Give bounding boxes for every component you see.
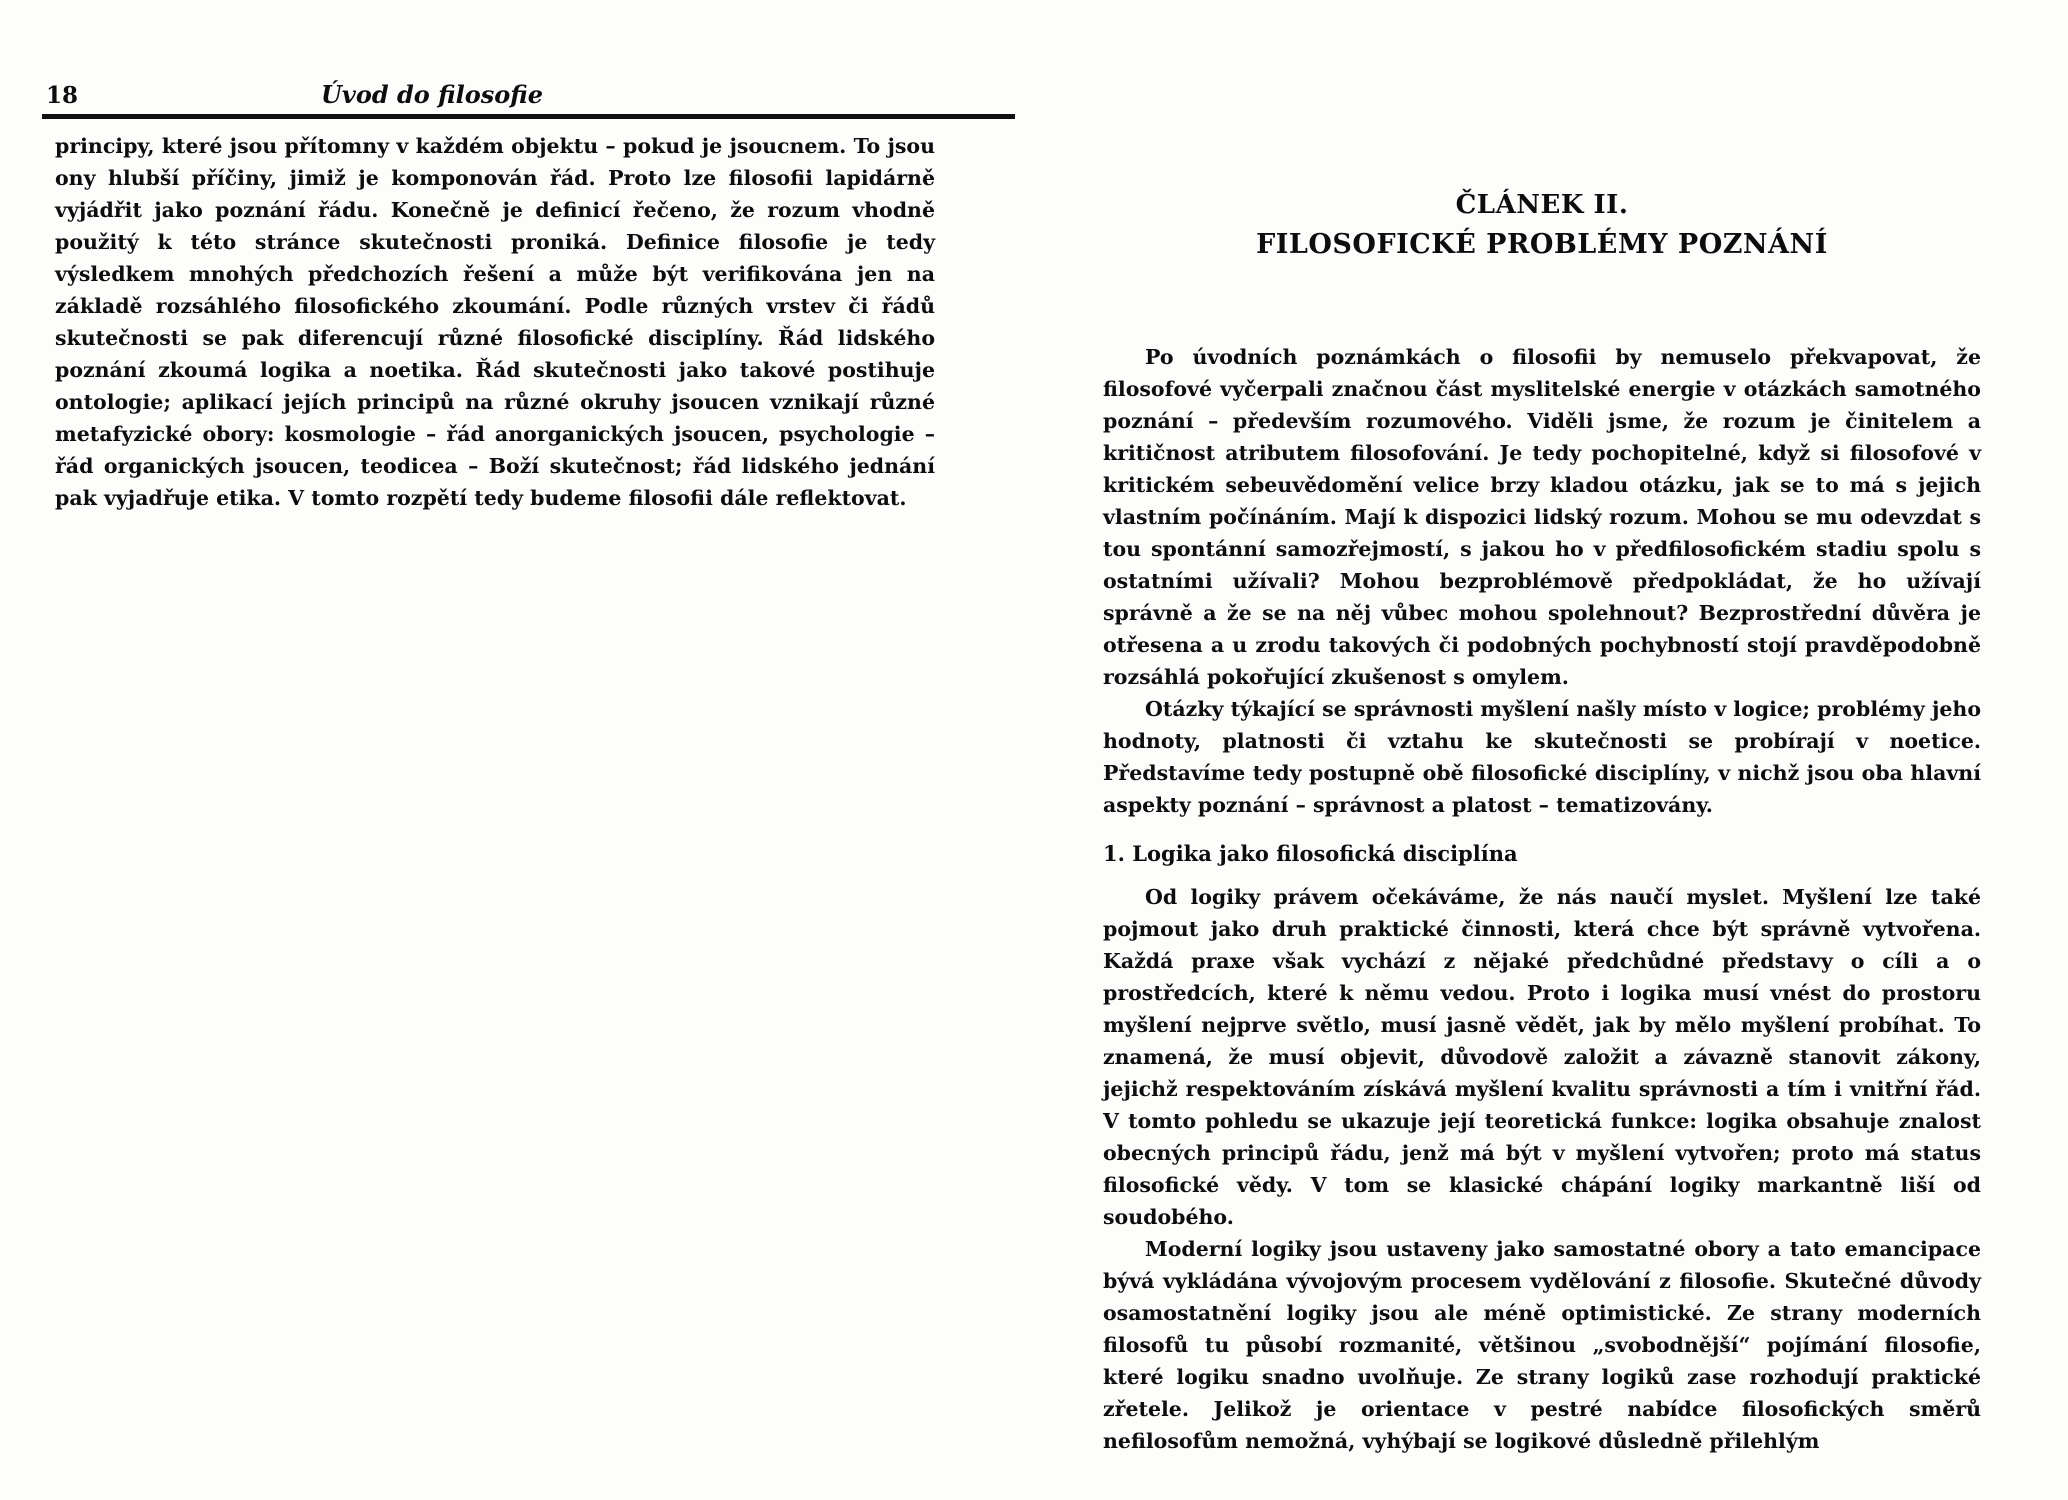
article-heading-line1: ČLÁNEK II. (1455, 190, 1629, 220)
intro-paragraph: Po úvodních poznámkách o filosofii by nemuselo překvapovat, že filosofové vyčerpali značnou část myslitelské energie v otázkách samotného poznání – především rozumového. Viděli jsme, že rozum je činitelem a kritičnost atributem filosofování. Je tedy pochopitelné, když si filosofové v kritickém sebeuvědomění velice brzy kladou otázku, jak se to má s jejich vlastním počínáním. Mají k dispozici lidský rozum. Mohou se mu odevzdat s tou spontánní samozřejmostí, s jakou ho v předfilosofickém stadiu spolu s ostatními užívali? Mohou bezproblémově předpokládat, že ho užívají správně a že se na něj vůbec mohou spolehnout? Bezprostřední důvěra je otřesena a u zrodu takových či podobných pochybností stojí pravděpodobně rozsáhlá pokořující zkušenost s omylem. (1103, 345, 1981, 689)
section-paragraph: Od logiky právem očekáváme, že nás naučí myslet. Myšlení lze také pojmout jako druh praktické činnosti, která chce být správně vytvořena. Každá praxe však vychází z nějaké předchůdné představy o cíli a o prostředcích, které k němu vedou. Proto i logika musí vnést do prostoru myšlení nejprve světlo, musí jasně vědět, jak by mělo myšlení probíhat. To znamená, že musí objevit, důvodově založit a závazně stanovit zákony, jejichž respektováním získává myšlení kvalitu správnosti a tím i vnitřní řád. V tomto pohledu se ukazuje její teoretická funkce: logika obsahuje znalost obecných principů řádu, jenž má být v myšlení vytvořen; proto má status filosofické vědy. V tom se klasické chápání logiky markantně liší od soudobého. (1103, 885, 1981, 1229)
running-title: Úvod do filosofie (321, 80, 543, 109)
page-number: 18 (46, 82, 79, 109)
right-page-body (1103, 341, 1981, 1457)
header-rule (42, 114, 1015, 119)
article-heading-line2: FILOSOFICKÉ PROBLÉMY POZNÁNÍ (1256, 229, 1828, 260)
intro-paragraph: Otázky týkající se správnosti myšlení našly místo v logice; problémy jeho hodnoty, platnosti či vztahu ke skutečnosti se probírají v noetice. Představíme tedy postupně obě filosofické disciplíny, v nichž jsou oba hlavní aspekty poznání – správnost a platost – tematizovány. (1103, 697, 1981, 817)
left-page-paragraph: principy, které jsou přítomny v každém objektu – pokud je jsoucnem. To jsou ony hlubší příčiny, jimiž je komponován řád. Proto lze filosofii lapidárně vyjádřit jako poznání řádu. Konečně je definicí řečeno, že rozum vhodně použitý k této stránce skutečnosti proniká. Definice filosofie je tedy výsledkem mnohých předchozích řešení a může být verifikována jen na základě rozsáhlého filosofického zkoumání. Podle různých vrstev či řádů skutečnosti se pak diferencují různé filosofické disciplíny. Řád lidského poznání zkoumá logika a noetika. Řád skutečnosti jako takové postihuje ontologie; aplikací jejích principů na různé okruhy jsoucen vznikají různé metafyzické obory: kosmologie – řád anorganických jsoucen, psychologie – řád organických jsoucen, teodicea – Boží skutečnost; řád lidského jednání pak vyjadřuje etika. V tomto rozpětí tedy budeme filosofii dále reflektovat. (55, 134, 935, 510)
article-heading (1103, 190, 1981, 260)
section-heading: 1. Logika jako filosofická disciplína (1103, 841, 1518, 866)
section-paragraph: Moderní logiky jsou ustaveny jako samostatné obory a tato emancipace bývá vykládána vývojovým procesem vydělování z filosofie. Skutečné důvody osamostatnění logiky jsou ale méně optimistické. Ze strany moderních filosofů tu působí rozmanité, většinou „svobodnější“ pojímání filosofie, které logiku snadno uvolňuje. Ze strany logiků zase rozhodují praktické zřetele. Jelikož je orientace v pestré nabídce filosofických směrů nefilosofům nemožná, vyhýbají se logikové důsledně přilehlým (1103, 1237, 1981, 1453)
